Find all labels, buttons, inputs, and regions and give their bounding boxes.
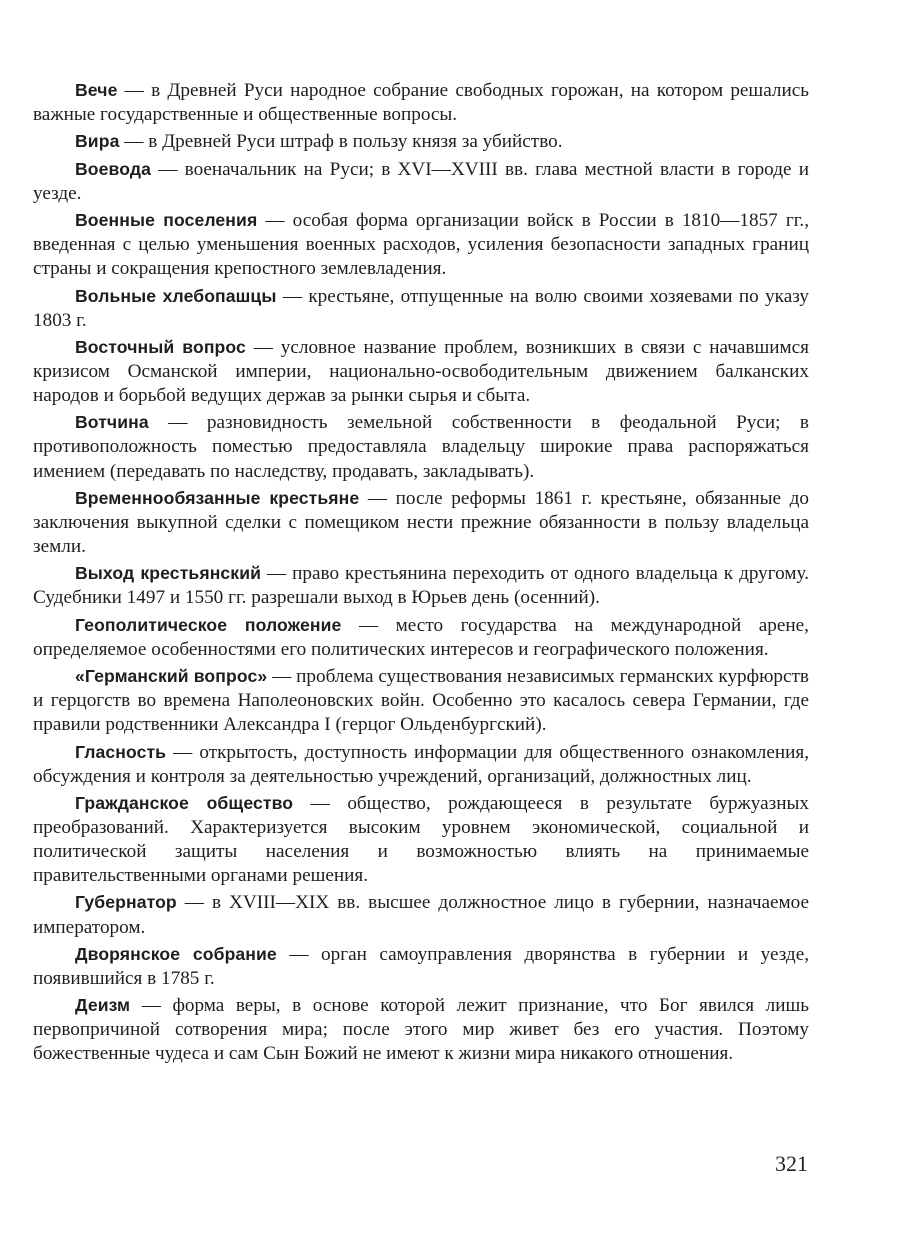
glossary-entry-geopoliticheskoe <box>33 613 809 662</box>
glossary-entry-vostochny-vopros <box>33 335 809 408</box>
glossary-entry-votchina <box>33 410 809 483</box>
glossary-definition: — общество, рождающееся в результате буржуазных преобразований. Характеризуется высоким уровнем экономической, социальной и политической защиты населения и возможностью влиять на принимаемые правительственными органами решения. <box>33 792 809 887</box>
glossary-entry-deizm <box>33 993 809 1066</box>
glossary-entry-voevoda <box>33 157 809 206</box>
glossary-definition: — проблема существования независимых германских курфюрств и герцогств во времена Наполеоновских войн. Особенно это касалось севера Германии, где правили родственники Александра I (герцог Ольденбургский). <box>33 666 809 736</box>
glossary-entry-veche <box>33 78 809 127</box>
glossary-definition: — открытость, доступность информации для общественного ознакомления, обсуждения и контроля за деятельностью учреждений, организаций, должностных лиц. <box>33 741 809 787</box>
glossary-term: Гласность <box>75 741 167 762</box>
glossary-entry-voennye-poseleniya <box>33 208 809 281</box>
glossary-term: Вольные хлебопашцы <box>75 285 277 306</box>
glossary-definition: — право крестьянина переходить от одного владельца к другому. Судебники 1497 и 1550 гг. разрешали выход в Юрьев день (осенний). <box>33 563 810 609</box>
glossary-entry-dvoryanskoe-sobranie <box>33 942 809 991</box>
glossary-definition: — после реформы 1861 г. крестьяне, обязанные до заключения выкупной сделки с помещиком нести прежние обязанности в пользу владельца земли. <box>33 487 809 557</box>
glossary-definition: — крестьяне, отпущенные на волю своими хозяевами по указу 1803 г. <box>33 285 809 331</box>
glossary-term: Временнообязанные крестьяне <box>75 487 360 508</box>
glossary-term: Вече <box>75 80 118 100</box>
page-number: 321 <box>775 1151 808 1176</box>
glossary-term: «Германский вопрос» <box>75 666 268 687</box>
glossary-term: Гражданское общество <box>75 792 294 813</box>
glossary-entry-vremennoobyazannye <box>33 486 809 559</box>
glossary-definition: — разновидность земельной собственности в феодальной Руси; в противоположность поместью предоставляла владельцу широкие права распоряжаться имением (передавать по наследству, продавать, закладывать). <box>33 412 809 482</box>
glossary-definition: — особая форма организации войск в России в 1810—1857 гг., введенная с целью уменьшения военных расходов, усиления безопасности западных границ страны и сокращения крепостного землевладения. <box>33 210 809 280</box>
glossary-definition: — в Древней Руси народное собрание свободных горожан, на котором решались важные государственные и общественные вопросы. <box>33 80 809 126</box>
glossary-entry-glasnost <box>33 740 809 789</box>
glossary-definition: — форма веры, в основе которой лежит признание, что Бог явился лишь первопричиной сотворения мира; после этого мир живет без его участия. Поэтому божественные чудеса и сам Сын Божий не имеют к жизни мира никакого отношения. <box>33 995 809 1065</box>
glossary-entry-vira <box>33 129 809 154</box>
glossary-term: Геополитическое положение <box>75 614 342 635</box>
glossary-term: Восточный вопрос <box>75 336 246 357</box>
glossary-term: Дворянское собрание <box>75 943 277 964</box>
glossary-term: Вотчина <box>75 412 149 433</box>
glossary-entry-gubernator <box>33 890 809 939</box>
glossary-term: Вира <box>75 131 120 152</box>
glossary-entry-grazhdanskoe-obshchestvo <box>33 791 809 888</box>
glossary-term: Губернатор <box>75 892 177 913</box>
glossary-term: Деизм <box>75 995 131 1016</box>
glossary-term: Выход крестьянский <box>75 563 262 584</box>
glossary-definition: — в Древней Руси штраф в пользу князя за убийство. <box>119 131 563 153</box>
glossary-term: Военные поселения <box>75 210 258 231</box>
glossary-definition: — орган самоуправления дворянства в губернии и уезде, появившийся в 1785 г. <box>33 943 810 989</box>
glossary-page <box>33 78 809 1069</box>
glossary-term: Воевода <box>75 158 151 179</box>
glossary-definition: — место государства на международной арене, определяемое особенностями его политических интересов и географического положения. <box>33 614 809 660</box>
glossary-entry-germansky-vopros <box>33 664 809 737</box>
glossary-definition: — в XVIII—XIX вв. высшее должностное лицо в губернии, назначаемое императором. <box>33 892 809 938</box>
glossary-definition: — военачальник на Руси; в XVI—XVIII вв. глава местной власти в городе и уезде. <box>33 158 809 204</box>
glossary-entry-volnye-hlebopashtsy <box>33 284 809 333</box>
glossary-entry-vyhod-krestyansky <box>33 561 809 610</box>
glossary-definition: — условное название проблем, возникших в связи с начавшимся кризисом Османской империи, национально-освободительным движением балканских народов и борьбой ведущих держав за рынки сырья и сбыта. <box>33 336 810 407</box>
